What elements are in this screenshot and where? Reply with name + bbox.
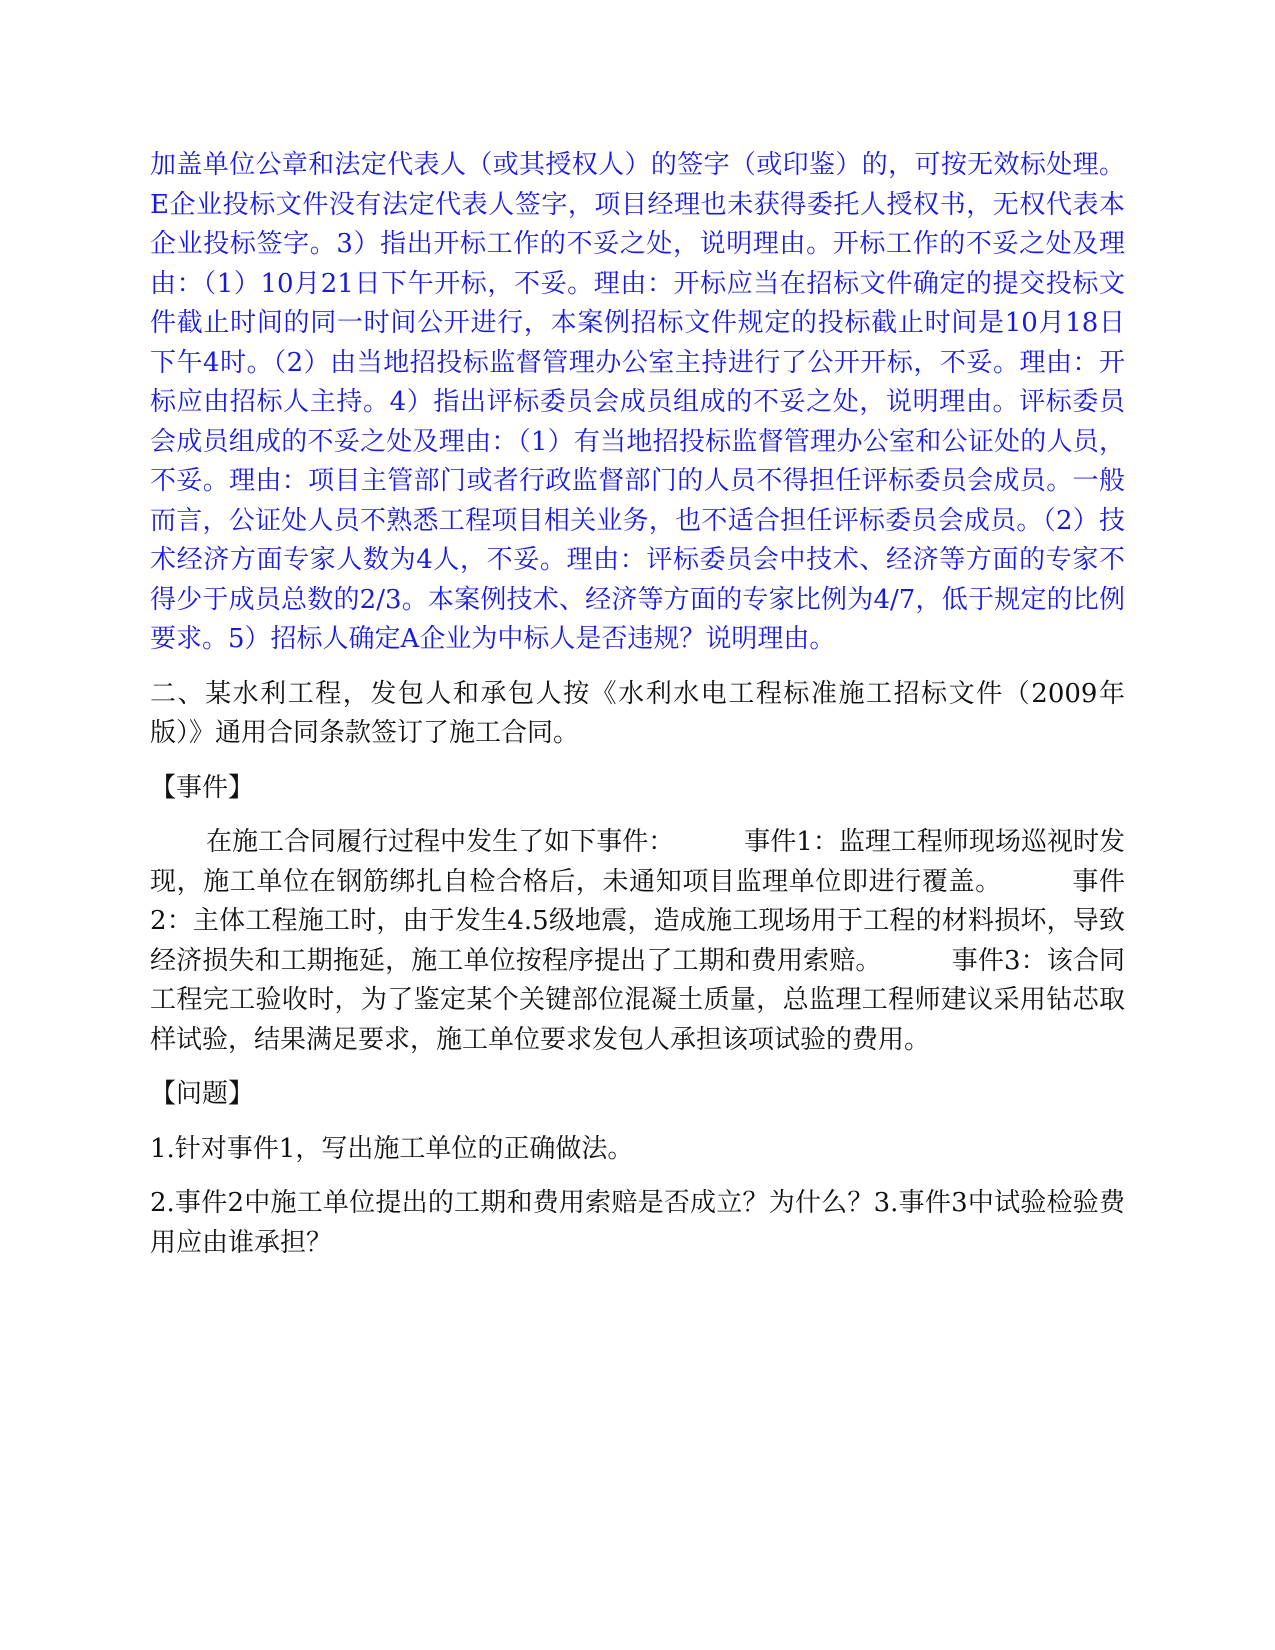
question-2-3: 2.事件2中施工单位提出的工期和费用索赔是否成立？为什么？3.事件3中试验检验费用应由谁承担？	[150, 1188, 1125, 1258]
question-1: 1.针对事件1，写出施工单位的正确做法。	[150, 1133, 634, 1164]
event-3: 事件3：该合同工程完工验收时，为了鉴定某个关键部位混凝土质量，总监理工程师建议采用钻芯取样试验，结果满足要求，施工单位要求发包人承担该项试验的费用。	[150, 945, 1125, 1055]
events-paragraph	[150, 823, 1125, 1060]
answer-paragraph: 加盖单位公章和法定代表人（或其授权人）的签字（或印鉴）的，可按无效标处理。E企业投标文件没有法定代表人签字，项目经理也未获得委托人授权书，无权代表本企业投标签字。3）指出开标工作的不妥之处，说明理由。开标工作的不妥之处及理由：（1）10月21日下午开标，不妥。理由：开标应当在招标文件确定的提交投标文件截止时间的同一时间公开进行，本案例招标文件规定的投标截止时间是10月18日下午4时。（2）由当地招投标监督管理办公室主持进行了公开开标，不妥。理由：开标应由招标人主持。4）指出评标委员会成员组成的不妥之处，说明理由。评标委员会成员组成的不妥之处及理由：（1）有当地招投标监督管理办公室和公证处的人员，不妥。理由：项目主管部门或者行政监督部门的人员不得担任评标委员会成员。一般而言，公证处人员不熟悉工程项目相关业务，也不适合担任评标委员会成员。（2）技术经济方面专家人数为4人，不妥。理由：评标委员会中技术、经济等方面的专家不得少于成员总数的2/3。本案例技术、经济等方面的专家比例为4/7，低于规定的比例要求。5）招标人确定A企业为中标人是否违规？说明理由。	[150, 150, 1125, 654]
questions-heading: 【问题】	[150, 1079, 255, 1109]
events-heading: 【事件】	[150, 772, 255, 803]
document-body	[150, 146, 1125, 1263]
event-2: 事件2：主体工程施工时，由于发生4.5级地震，造成施工现场用于工程的材料损坏，导致经济损失和工期拖延，施工单位按程序提出了工期和费用索赔。	[150, 866, 1125, 976]
event-1: 事件1：监理工程师现场巡视时发现，施工单位在钢筋绑扎自检合格后，未通知项目监理单位即进行覆盖。	[150, 827, 1125, 897]
section-two-intro: 二、某水利工程，发包人和承包人按《水利水电工程标准施工招标文件（2009年版）》通用合同条款签订了施工合同。	[150, 678, 1125, 748]
events-lead: 在施工合同履行过程中发生了如下事件：	[206, 827, 675, 857]
